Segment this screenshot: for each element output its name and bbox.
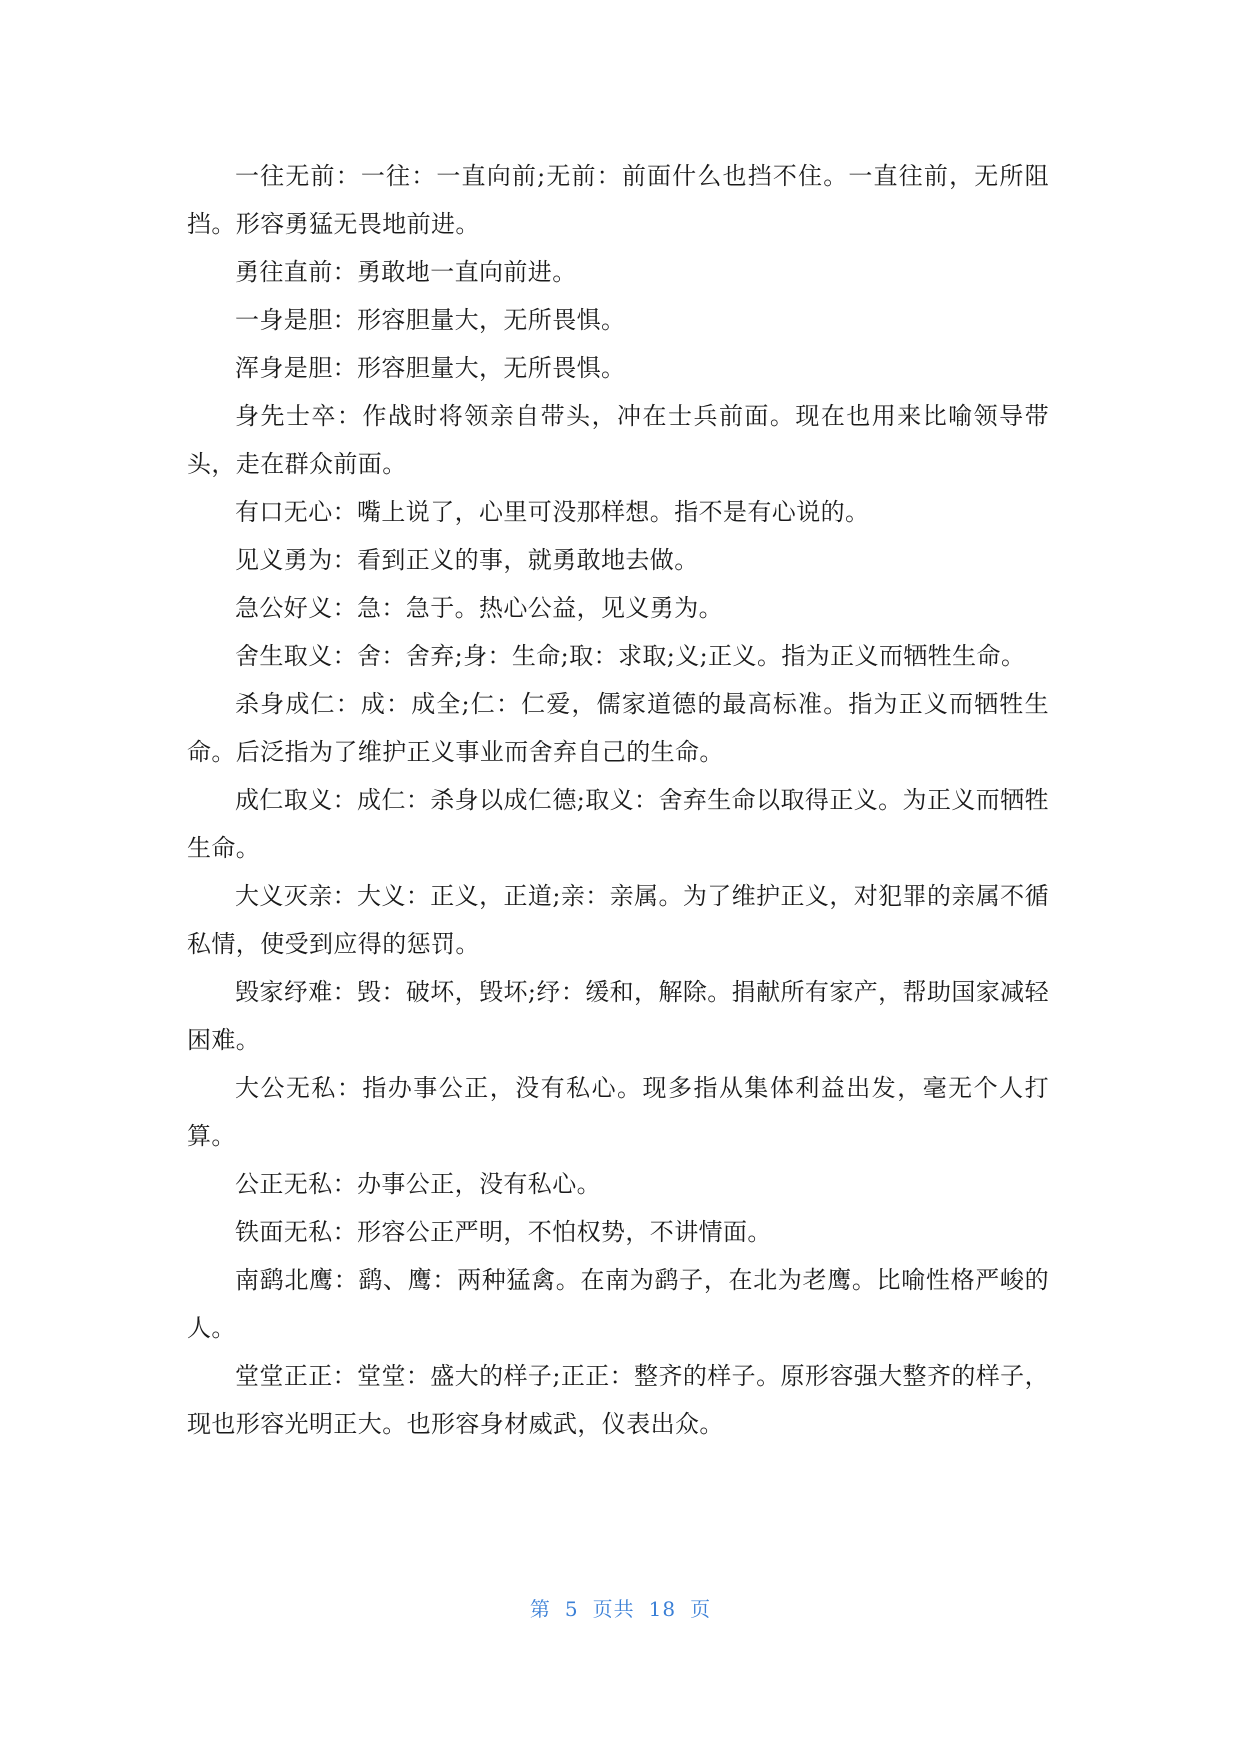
idiom-entry: 有口无心：嘴上说了，心里可没那样想。指不是有心说的。 [235,498,870,526]
footer-suffix: 页 [690,1597,712,1621]
idiom-entry: 舍生取义：舍：舍弃;身：生命;取：求取;义;正义。指为正义而牺牲生命。 [235,642,1026,670]
page-number-footer [0,1593,1241,1622]
idiom-entry: 浑身是胆：形容胆量大，无所畏惧。 [235,354,626,382]
idiom-entry: 成仁取义：成仁：杀身以成仁德;取义：舍弃生命以取得正义。为正义而牺牲生命。 [187,786,1049,862]
idiom-entry: 毁家纾难：毁：破坏，毁坏;纾：缓和，解除。捐献所有家产，帮助国家减轻困难。 [187,978,1049,1054]
idiom-entry: 一往无前：一往：一直向前;无前：前面什么也挡不住。一直往前，无所阻挡。形容勇猛无畏地前进。 [187,162,1049,238]
idiom-entry: 大义灭亲：大义：正义，正道;亲：亲属。为了维护正义，对犯罪的亲属不循私情，使受到应得的惩罚。 [187,882,1049,958]
idiom-entry: 南鹞北鹰：鹞、鹰：两种猛禽。在南为鹞子，在北为老鹰。比喻性格严峻的人。 [187,1266,1049,1342]
current-page-number: 5 [564,1597,579,1621]
idiom-entry: 勇往直前：勇敢地一直向前进。 [235,258,577,286]
document-body [187,152,1049,1448]
idiom-entry: 堂堂正正：堂堂：盛大的样子;正正：整齐的样子。原形容强大整齐的样子，现也形容光明正大。也形容身材威武，仪表出众。 [187,1362,1049,1438]
idiom-entry: 一身是胆：形容胆量大，无所畏惧。 [235,306,626,334]
idiom-entry: 身先士卒：作战时将领亲自带头，冲在士兵前面。现在也用来比喻领导带头，走在群众前面。 [187,402,1049,478]
footer-prefix: 第 [529,1597,551,1621]
total-page-count: 18 [648,1597,677,1621]
idiom-entry: 铁面无私：形容公正严明，不怕权势，不讲情面。 [235,1218,772,1246]
idiom-entry: 急公好义：急：急于。热心公益，见义勇为。 [235,594,723,622]
footer-middle: 页共 [592,1597,635,1621]
idiom-entry: 见义勇为：看到正义的事，就勇敢地去做。 [235,546,699,574]
idiom-entry: 杀身成仁：成：成全;仁：仁爱，儒家道德的最高标准。指为正义而牺牲生命。后泛指为了维护正义事业而舍弃自己的生命。 [187,690,1049,766]
idiom-entry: 大公无私：指办事公正，没有私心。现多指从集体利益出发，毫无个人打算。 [187,1074,1049,1150]
idiom-entry: 公正无私：办事公正，没有私心。 [235,1170,601,1198]
